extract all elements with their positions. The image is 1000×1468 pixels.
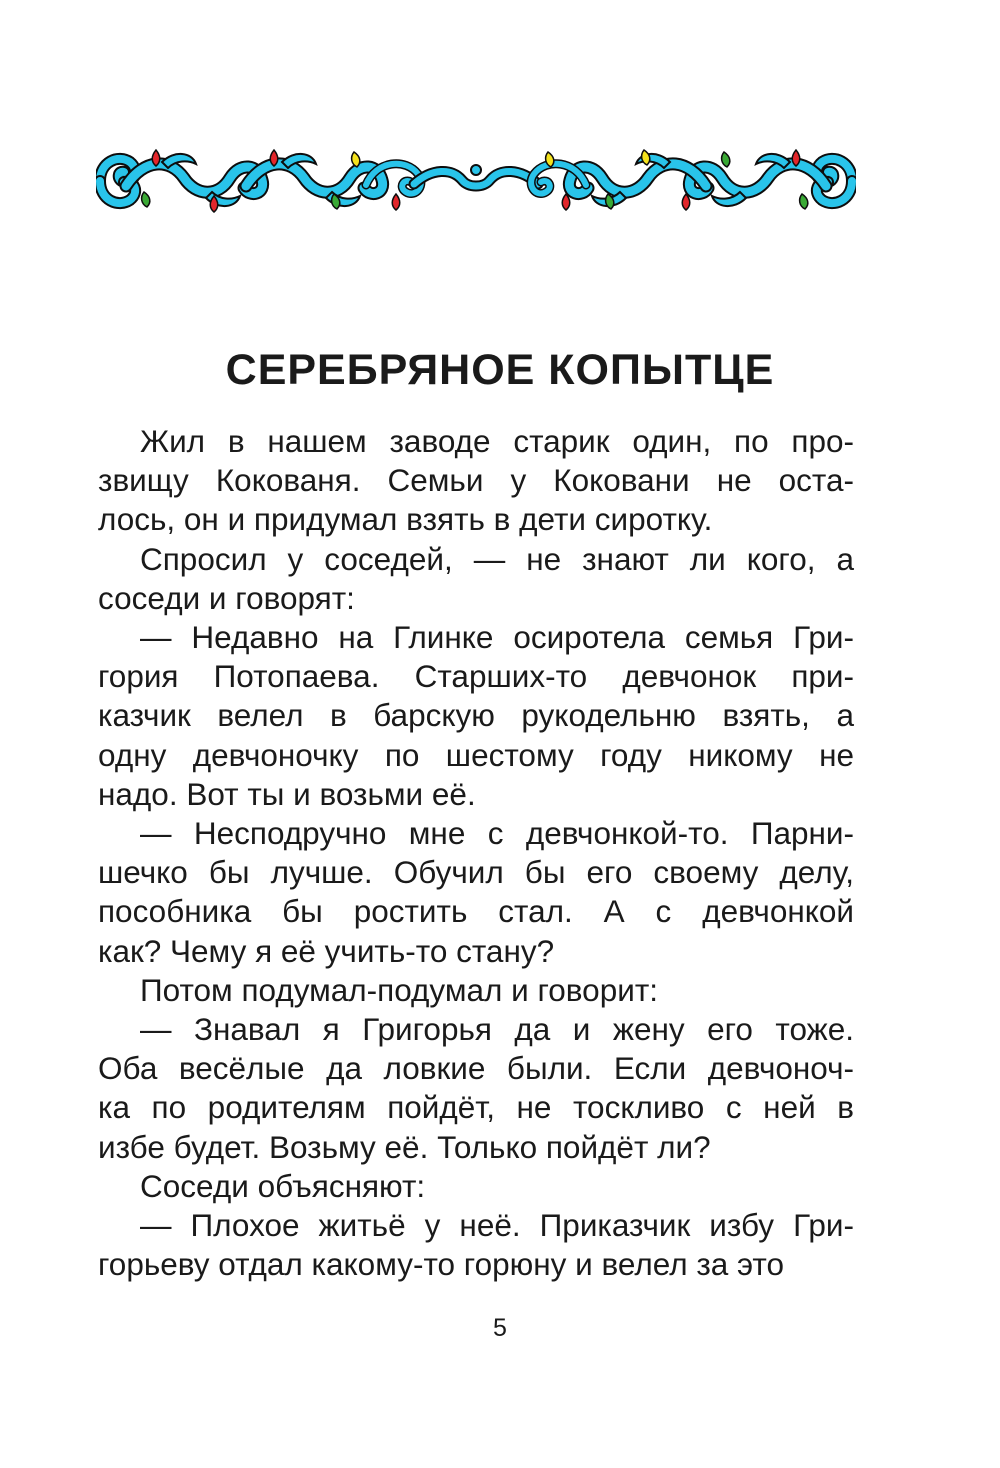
paragraph <box>98 814 854 971</box>
text-line: звищу Кокованя. Семьи у Коковани не оста- <box>98 462 854 499</box>
text-line: как? Чему я её учить-то стану? <box>98 932 555 969</box>
paragraph <box>98 1167 854 1206</box>
paragraph <box>98 1206 854 1284</box>
text-line: ка по родителям пойдёт, не тоскливо с ней в <box>98 1089 854 1126</box>
chapter-title: СЕРЕБРЯНОЕ КОПЫТЦЕ <box>225 346 775 394</box>
text-line: — Знавал я Григорья да и жену его тоже. <box>140 1011 854 1048</box>
text-line: Спросил у соседей, — не знают ли кого, а <box>140 540 854 577</box>
ornament-border <box>96 148 856 214</box>
body-text <box>98 422 854 1284</box>
text-line: избе будет. Возьму её. Только пойдёт ли? <box>98 1128 711 1165</box>
paragraph <box>98 618 854 814</box>
paragraph <box>98 540 854 618</box>
text-line: пособника бы ростить стал. А с девчонкой <box>98 893 854 930</box>
text-line: горьеву отдал какому-то горюну и велел за это <box>98 1246 785 1283</box>
text-line: — Недавно на Глинке осиротела семья Гри- <box>140 619 854 656</box>
text-line: казчик велел в барскую рукодельню взять, а <box>98 697 854 734</box>
paragraph <box>98 971 854 1010</box>
text-line: надо. Вот ты и возьми её. <box>98 775 476 812</box>
text-line: Соседи объясняют: <box>140 1167 426 1204</box>
paragraph <box>98 422 854 540</box>
text-line: — Плохое житьё у неё. Приказчик избу Гри- <box>140 1207 854 1244</box>
text-line: шечко бы лучше. Обучил бы его своему делу, <box>98 854 854 891</box>
text-line: гория Потопаева. Старших-то девчонок при- <box>98 658 854 695</box>
page-number: 5 <box>493 1314 507 1342</box>
text-line: соседи и говорят: <box>98 579 355 616</box>
text-line: Оба весёлые да ловкие были. Если девчоноч- <box>98 1050 854 1087</box>
text-line: Жил в нашем заводе старик один, по про- <box>140 423 854 459</box>
text-line: Потом подумал-подумал и говорит: <box>140 971 658 1008</box>
text-line: лось, он и придумал взять в дети сиротку. <box>98 501 713 538</box>
paragraph <box>98 1010 854 1167</box>
text-line: — Несподручно мне с девчонкой-то. Парни- <box>140 815 854 852</box>
text-line: одну девчоночку по шестому году никому не <box>98 736 854 773</box>
